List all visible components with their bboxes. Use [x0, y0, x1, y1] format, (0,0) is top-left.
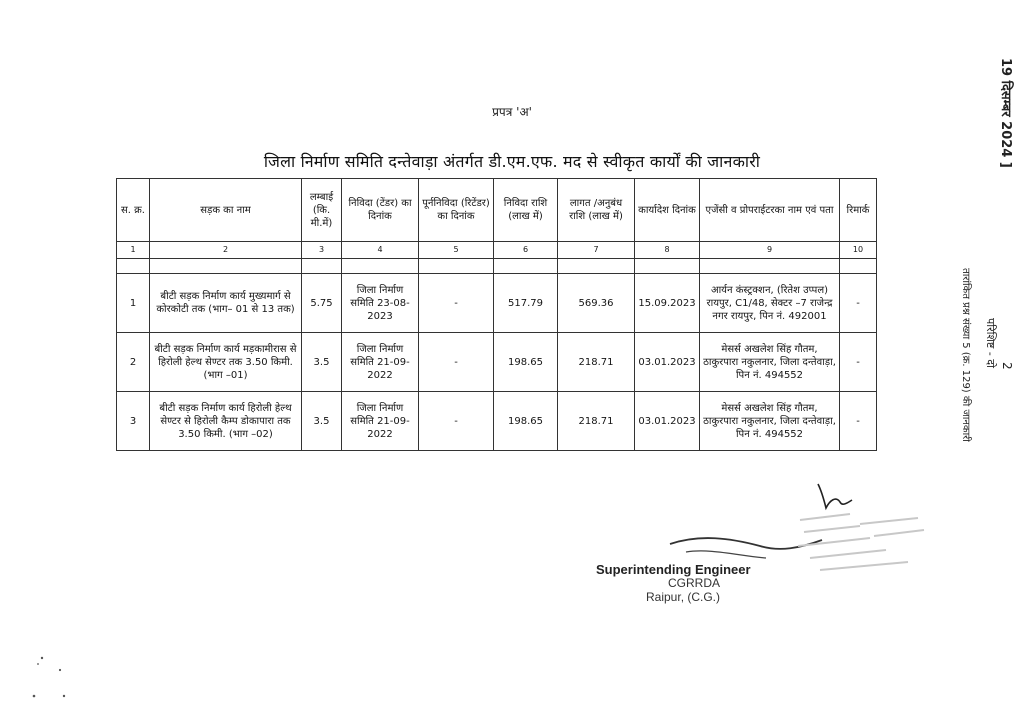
cell-sno: 2: [117, 333, 150, 392]
cell-tender-amount: 198.65: [494, 333, 558, 392]
cell-remark: -: [840, 333, 877, 392]
form-label: प्रपत्र 'अ': [492, 105, 532, 119]
cell-work-order-date: 15.09.2023: [635, 274, 700, 333]
seal-organisation: CGRRDA: [668, 576, 721, 590]
column-number-row: [117, 242, 877, 259]
cell-remark: -: [840, 392, 877, 451]
table-row: [117, 333, 877, 392]
header-retender-date: पूर्ननिविदा (रिटेंडर) का दिनांक: [419, 179, 494, 242]
cell-length: 3.5: [302, 333, 342, 392]
column-number: 9: [700, 242, 840, 259]
column-number: 5: [419, 242, 494, 259]
header-remark: रिमार्क: [840, 179, 877, 242]
column-number: 4: [342, 242, 419, 259]
annex-subtitle: तारांकित प्रश्न संख्या 5 (क्र. 129) की जानकारी: [960, 268, 971, 442]
works-table: [116, 178, 877, 451]
margin-date: 19 दिसम्बर 2024 ]: [998, 58, 1013, 168]
cell-retender-date: -: [419, 274, 494, 333]
header-contract-amount: लागत /अनुबंध राशि (लाख में): [558, 179, 635, 242]
cell-tender-date: जिला निर्माण समिति 21-09-2022: [342, 333, 419, 392]
cell-length: 5.75: [302, 274, 342, 333]
faint-stamp: [790, 500, 930, 580]
column-number: 6: [494, 242, 558, 259]
header-tender-date: निविदा (टेंडर) का दिनांक: [342, 179, 419, 242]
cell-tender-date: जिला निर्माण समिति 23-08-2023: [342, 274, 419, 333]
column-number: 8: [635, 242, 700, 259]
cell-work-order-date: 03.01.2023: [635, 392, 700, 451]
cell-sno: 1: [117, 274, 150, 333]
column-number: 7: [558, 242, 635, 259]
cell-retender-date: -: [419, 333, 494, 392]
cell-contract-amount: 218.71: [558, 333, 635, 392]
page-number: 2: [1000, 362, 1014, 370]
annex-label: परिशिष्ट - दो: [984, 318, 997, 369]
cell-road-name: बीटी सड़क निर्माण कार्य मुख्यमार्ग से कोरकोटी तक (भाग– 01 से 13 तक): [150, 274, 302, 333]
cell-contract-amount: 218.71: [558, 392, 635, 451]
spacer-row: [117, 259, 877, 274]
cell-agency: मेसर्स अखलेश सिंह गौतम, ठाकुरपारा नकुलनार, जिला दन्तेवाड़ा, पिन नं. 494552: [700, 392, 840, 451]
column-number: 10: [840, 242, 877, 259]
cell-work-order-date: 03.01.2023: [635, 333, 700, 392]
column-number: 2: [150, 242, 302, 259]
header-sno: स. क्र.: [117, 179, 150, 242]
cell-road-name: बीटी सड़क निर्माण कार्य मड़कामीरास से हिरोली हेल्थ सेण्टर तक 3.50 किमी. (भाग –01): [150, 333, 302, 392]
cell-road-name: बीटी सड़क निर्माण कार्य हिरोली हेल्थ सेण्टर से हिरोली कैम्प डोकापारा तक 3.50 किमी. (भाग –02): [150, 392, 302, 451]
scan-specks: [20, 640, 140, 720]
cell-tender-amount: 198.65: [494, 392, 558, 451]
header-row: [117, 179, 877, 242]
cell-contract-amount: 569.36: [558, 274, 635, 333]
seal-location: Raipur, (C.G.): [646, 590, 721, 604]
cell-length: 3.5: [302, 392, 342, 451]
cell-sno: 3: [117, 392, 150, 451]
seal-designation: Superintending Engineer: [596, 562, 751, 577]
document-title: जिला निर्माण समिति दन्तेवाड़ा अंतर्गत डी.एम.एफ. मद से स्वीकृत कार्यों की जानकारी: [263, 152, 761, 171]
column-number: 1: [117, 242, 150, 259]
column-number: 3: [302, 242, 342, 259]
table-row: [117, 392, 877, 451]
cell-tender-date: जिला निर्माण समिति 21-09-2022: [342, 392, 419, 451]
header-road-name: सड़क का नाम: [150, 179, 302, 242]
cell-agency: आर्यन कंस्ट्रक्शन, (रितेश उप्पल) रायपुर, C1/48, सेक्टर –7 राजेन्द्र नगर रायपुर, पिन नं. 492001: [700, 274, 840, 333]
header-tender-amount: निविदा राशि (लाख में): [494, 179, 558, 242]
header-agency: एजेंसी व प्रोपराईटरका नाम एवं पता: [700, 179, 840, 242]
cell-tender-amount: 517.79: [494, 274, 558, 333]
table-row: [117, 274, 877, 333]
header-work-order-date: कार्यादेश दिनांक: [635, 179, 700, 242]
cell-remark: -: [840, 274, 877, 333]
cell-retender-date: -: [419, 392, 494, 451]
header-length: लम्बाई (कि. मी.में): [302, 179, 342, 242]
cell-agency: मेसर्स अखलेश सिंह गौतम, ठाकुरपारा नकुलनार, जिला दन्तेवाड़ा, पिन नं. 494552: [700, 333, 840, 392]
